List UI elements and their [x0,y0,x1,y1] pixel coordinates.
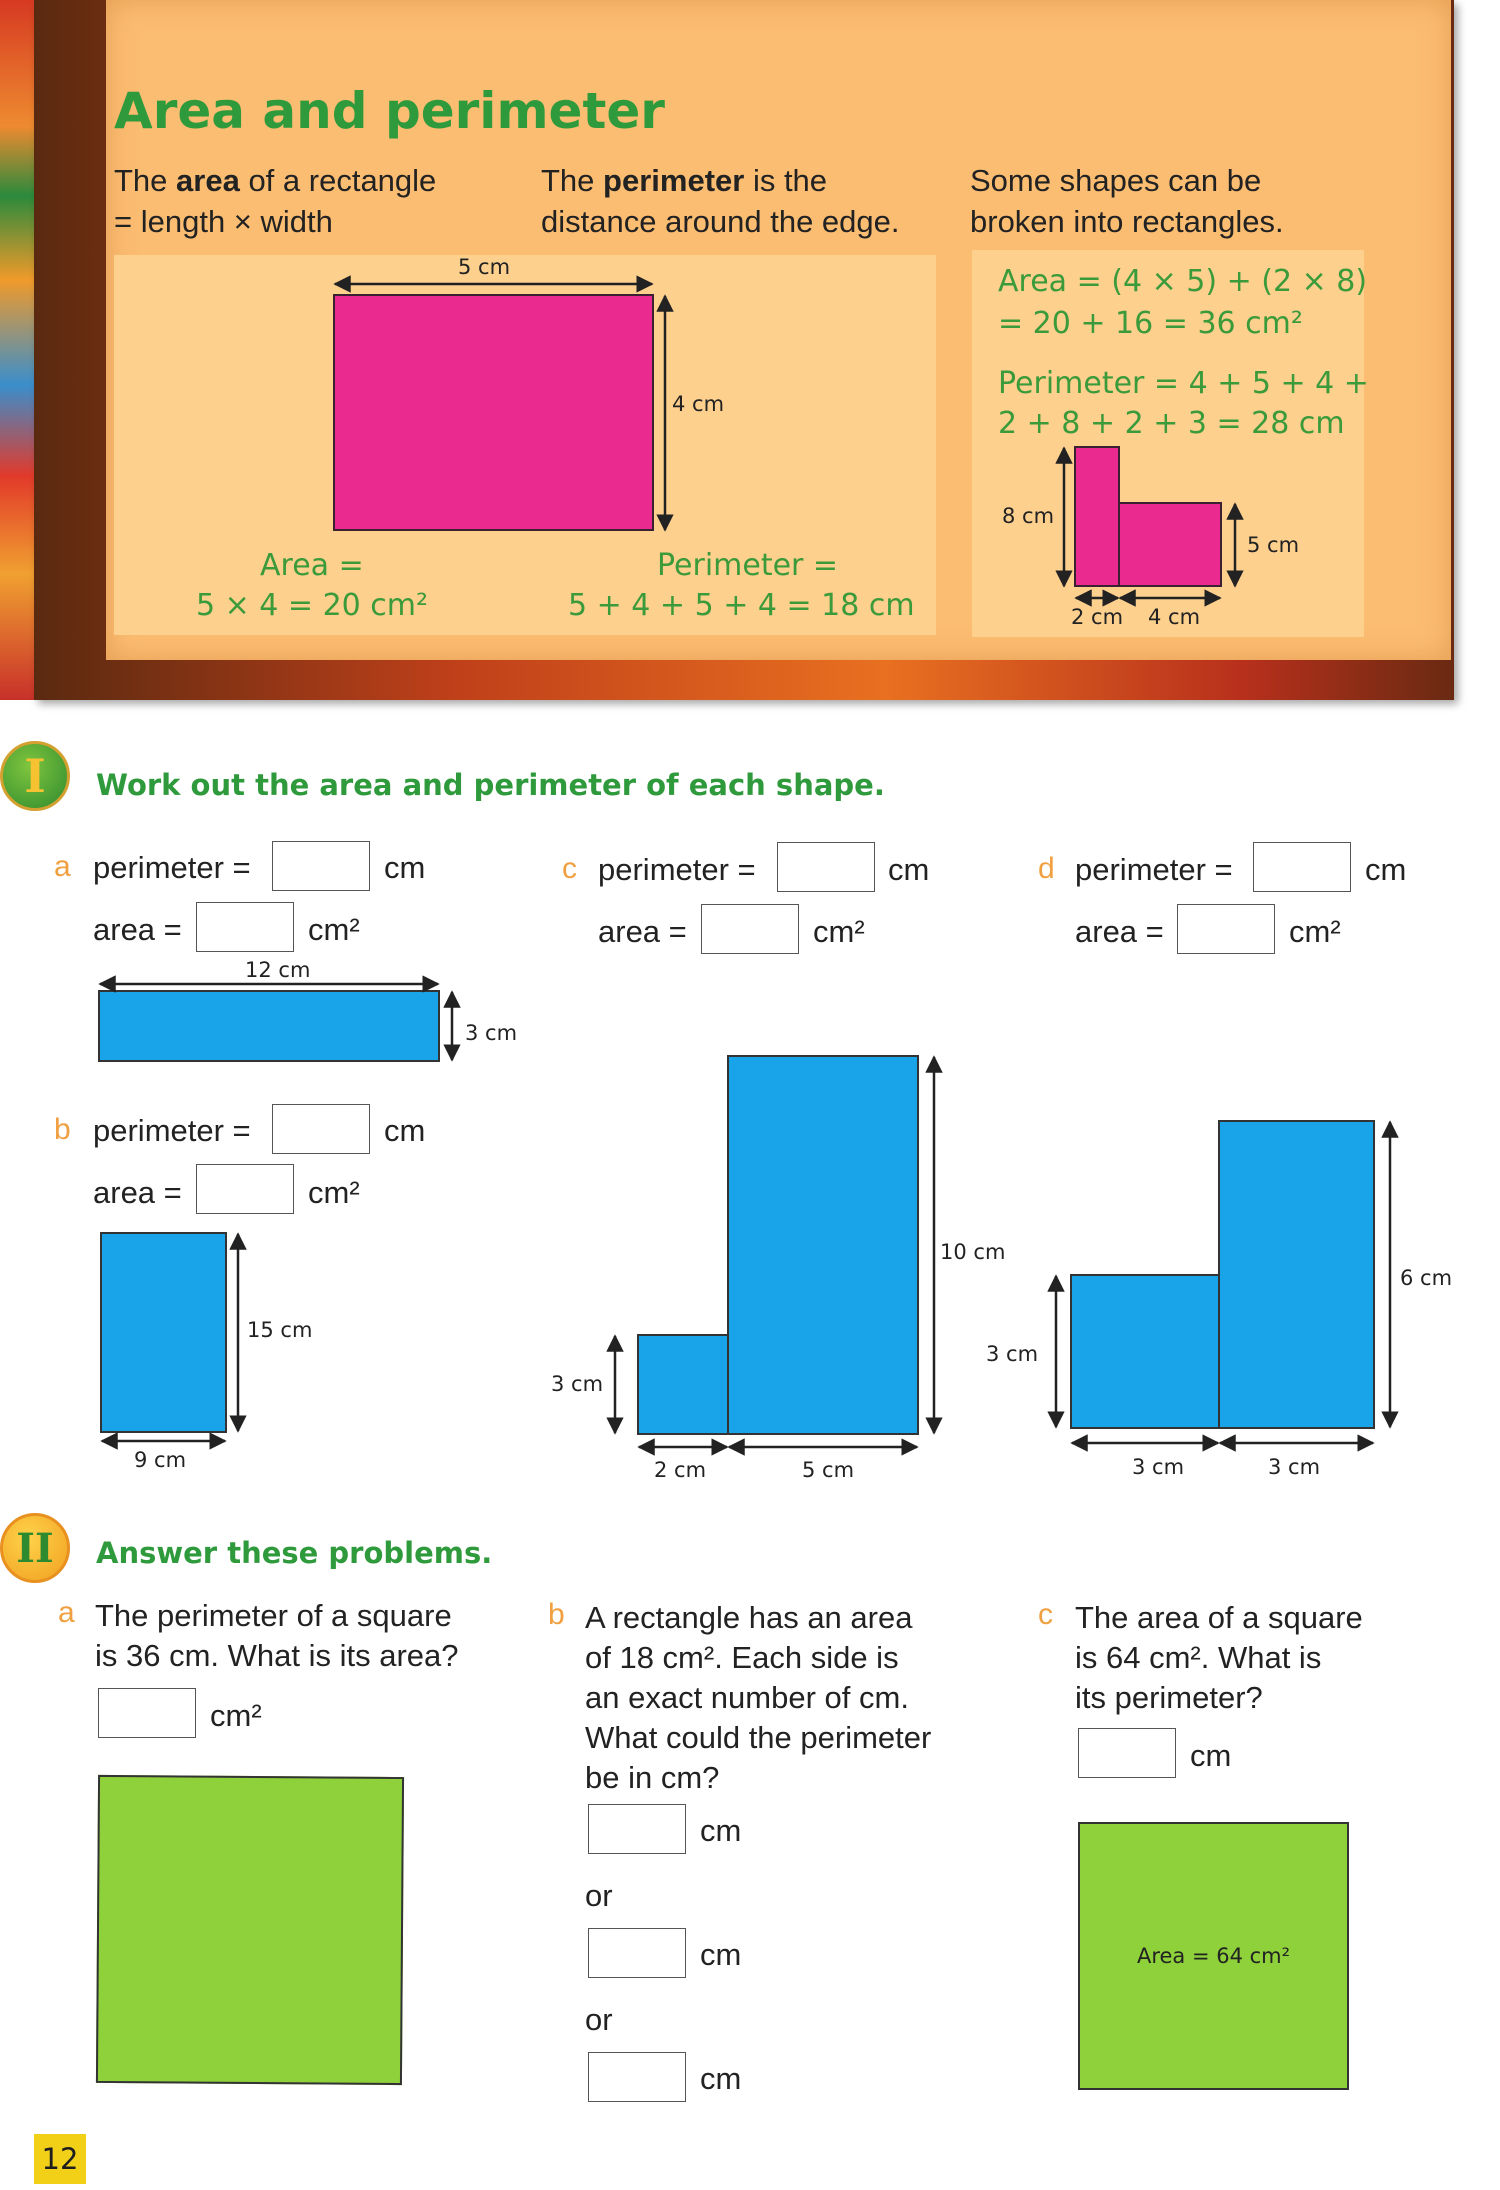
item-d-width-b: 3 cm [1268,1455,1321,1479]
item-b-width-label: 9 cm [134,1448,187,1472]
item-a-perimeter-label: perimeter = [93,850,251,885]
item-b-area-label: area = [93,1175,182,1210]
composite-short-label: 5 cm [1247,533,1300,557]
item-b-perimeter-unit: cm [384,1113,426,1148]
item-d-tall-label: 6 cm [1400,1266,1453,1290]
item-d-width-a: 3 cm [1132,1455,1185,1479]
composite-perimeter-line1: Perimeter = 4 + 5 + 4 + [998,366,1369,401]
area-definition: The area of a rectangle = length × width [114,163,437,239]
example-height-label: 4 cm [672,392,725,416]
problem-b-letter: b [548,1598,565,1631]
item-d-perimeter-label: perimeter = [1075,852,1233,887]
item-c-perimeter-label: perimeter = [598,852,756,887]
problem-a-unit: cm² [210,1698,262,1733]
problem-b-or-1: or [585,1878,613,1913]
section-2-badge: II [0,1513,70,1583]
problem-b-or-2: or [585,2002,613,2037]
item-c-area-label: area = [598,914,687,949]
item-c-area-unit: cm² [813,914,865,949]
example-area-line2: 5 × 4 = 20 cm² [196,588,429,623]
item-b-area-unit: cm² [308,1175,360,1210]
problem-b-unit-1: cm [700,1813,742,1848]
item-a-height-label: 3 cm [465,1021,518,1045]
composite-width-b: 4 cm [1148,605,1201,629]
item-d-area-unit: cm² [1289,914,1341,949]
example-perimeter-line2: 5 + 4 + 5 + 4 = 18 cm [568,588,915,623]
item-a-area-label: area = [93,912,182,947]
problem-b-text: A rectangle has an area of 18 cm². Each side is an exact number of cm. What could the perimeter be in cm? [585,1600,932,1795]
section-1-badge: I [0,741,70,811]
item-a-perimeter-unit: cm [384,850,426,885]
problem-b-unit-2: cm [700,1937,742,1972]
example-perimeter-line1: Perimeter = [657,548,839,583]
item-b-height-label: 15 cm [247,1318,313,1342]
section-2-heading: Answer these problems. [96,1536,493,1570]
problem-a-letter: a [58,1596,75,1629]
page-number: 12 [34,2134,86,2184]
composite-width-a: 2 cm [1071,605,1124,629]
problem-c-square-label: Area = 64 cm² [1136,1944,1291,1968]
item-c-tall-label: 10 cm [940,1240,1006,1264]
item-a-letter: a [54,850,71,883]
item-c-perimeter-unit: cm [888,852,930,887]
composite-perimeter-line2: 2 + 8 + 2 + 3 = 28 cm [998,406,1345,441]
item-a-area-unit: cm² [308,912,360,947]
perimeter-definition: The perimeter is the distance around the edge. [541,163,900,239]
section-1-heading: Work out the area and perimeter of each shape. [96,768,885,802]
item-d-perimeter-unit: cm [1365,852,1407,887]
item-b-letter: b [54,1113,71,1146]
problem-c-unit: cm [1190,1738,1232,1773]
example-width-label: 5 cm [458,255,511,279]
item-c-width-b: 5 cm [802,1458,855,1482]
item-c-width-a: 2 cm [654,1458,707,1482]
item-a-width-label: 12 cm [245,958,311,982]
problem-c-letter: c [1038,1598,1053,1631]
page-title: Area and perimeter [114,82,665,140]
composite-area-line1: Area = (4 × 5) + (2 × 8) [998,264,1368,299]
item-c-short-label: 3 cm [551,1372,604,1396]
problem-b-unit-3: cm [700,2061,742,2096]
composite-tall-label: 8 cm [1002,504,1055,528]
example-area-line1: Area = [260,548,364,583]
item-b-perimeter-label: perimeter = [93,1113,251,1148]
problem-a-text: The perimeter of a square is 36 cm. What is its area? [95,1598,459,1673]
composite-area-line2: = 20 + 16 = 36 cm² [998,306,1303,341]
item-c-letter: c [562,852,577,885]
composite-intro: Some shapes can be broken into rectangles. [970,163,1284,239]
item-d-area-label: area = [1075,914,1164,949]
item-d-letter: d [1038,852,1055,885]
item-d-short-label: 3 cm [986,1342,1039,1366]
problem-c-text: The area of a square is 64 cm². What is its perimeter? [1075,1600,1363,1715]
